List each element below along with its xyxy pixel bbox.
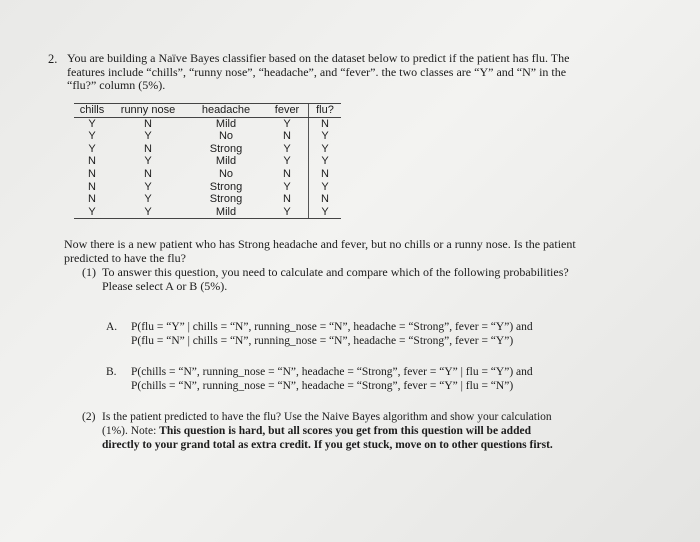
header-flu: flu? xyxy=(309,104,342,118)
cell-runny-nose: N xyxy=(144,117,152,130)
table-row xyxy=(74,117,341,130)
question-intro xyxy=(67,52,627,93)
cell-fever: Y xyxy=(266,206,309,219)
table-row xyxy=(74,206,341,219)
cell-fever: N xyxy=(283,193,291,206)
cell-headache: Mild xyxy=(186,206,266,219)
cell-flu: Y xyxy=(309,181,342,194)
cell-headache: Strong xyxy=(209,193,243,206)
cell-runny-nose: N xyxy=(144,167,152,180)
cell-runny-nose: N xyxy=(144,142,152,155)
cell-fever: Y xyxy=(283,180,291,193)
cell-chills: Y xyxy=(88,117,96,130)
option-a xyxy=(106,320,626,348)
cell-flu: Y xyxy=(309,155,342,168)
cell-fever: Y xyxy=(283,117,291,130)
cell-chills: N xyxy=(88,180,96,193)
dataset-table-wrap xyxy=(74,103,341,219)
table-row xyxy=(74,143,341,156)
header-fever: fever xyxy=(266,104,309,118)
option-b-line-1: P(chills = “N”, running_nose = “N”, headache = “Strong”, fever = “Y” | flu = “Y”) and xyxy=(131,366,533,378)
intro-line-1: You are building a Naïve Bayes classifier based on the dataset below to predict if the patient has flu. The xyxy=(67,51,570,65)
part-2-label: (2) xyxy=(82,411,96,423)
table-row xyxy=(74,130,341,143)
cell-fever: Y xyxy=(283,142,291,155)
table-row xyxy=(74,168,341,181)
part-2-note-prefix: (1%). Note: xyxy=(102,425,160,437)
cell-chills: Y xyxy=(88,142,96,155)
header-chills: chills xyxy=(74,104,110,118)
cell-flu: Y xyxy=(309,206,342,219)
question-number: 2. xyxy=(48,52,58,66)
part-2-line-1: Is the patient predicted to have the flu? Use the Naive Bayes algorithm and show your calculation xyxy=(102,411,552,423)
cell-chills: N xyxy=(88,167,96,180)
cell-runny-nose: Y xyxy=(144,193,152,206)
cell-runny-nose: Y xyxy=(144,155,152,168)
option-b-letter: B. xyxy=(106,366,117,378)
cell-fever: N xyxy=(283,167,291,180)
followup-line-1: Now there is a new patient who has Strong headache and fever, but no chills or a runny nose. Is the patient xyxy=(64,237,576,251)
header-headache: headache xyxy=(186,104,266,118)
cell-chills: Y xyxy=(74,206,110,219)
cell-runny-nose: Y xyxy=(110,206,186,219)
cell-flu: N xyxy=(309,117,342,130)
part-2-note-bold: This question is hard, but all scores you get from this question will be added xyxy=(159,425,531,437)
cell-flu: N xyxy=(309,193,342,206)
part-1-line-2: Please select A or B (5%). xyxy=(102,278,228,293)
intro-line-2: features include “chills”, “runny nose”, “headache”, and “fever”. the two classes are “Y” and “N” in the xyxy=(67,64,567,79)
cell-fever: N xyxy=(283,130,291,143)
dataset-table xyxy=(74,103,341,219)
option-a-letter: A. xyxy=(106,321,118,333)
cell-fever: Y xyxy=(283,155,291,168)
cell-headache: Strong xyxy=(209,180,243,193)
cell-chills: N xyxy=(88,155,96,168)
cell-headache: No xyxy=(218,167,234,180)
followup-line-2: predicted to have the flu? xyxy=(64,250,186,265)
cell-headache: Strong xyxy=(209,142,243,155)
header-runny-nose: runny nose xyxy=(110,104,186,118)
part-1-line-1: To answer this question, you need to calculate and compare which of the following probabilities? xyxy=(102,265,569,279)
new-patient-question xyxy=(64,238,644,265)
cell-flu: Y xyxy=(309,130,342,143)
option-a-line-2: P(flu = “N” | chills = “N”, running_nose = “N”, headache = “Strong”, fever = “Y”) xyxy=(131,335,514,347)
cell-runny-nose: Y xyxy=(144,130,152,143)
cell-headache: Mild xyxy=(215,117,237,130)
part-1-label: (1) xyxy=(82,265,96,279)
table-header-row xyxy=(74,104,341,118)
cell-chills: Y xyxy=(88,130,96,143)
part-2 xyxy=(82,410,622,452)
cell-headache: Mild xyxy=(215,155,237,168)
cell-runny-nose: Y xyxy=(144,180,152,193)
cell-headache: No xyxy=(218,130,234,143)
option-a-line-1: P(flu = “Y” | chills = “N”, running_nose = “N”, headache = “Strong”, fever = “Y”) and xyxy=(131,321,533,333)
part-2-line-2 xyxy=(82,424,622,438)
table-row xyxy=(74,193,341,206)
option-b xyxy=(106,365,626,393)
cell-flu: Y xyxy=(309,143,342,156)
part-2-note-bold-2: directly to your grand total as extra credit. If you get stuck, move on to other questions first. xyxy=(102,439,553,451)
part-2-line-3 xyxy=(82,438,622,452)
intro-line-3: “flu?” column (5%). xyxy=(67,78,166,92)
option-b-line-2: P(chills = “N”, running_nose = “N”, headache = “Strong”, fever = “Y” | flu = “N”) xyxy=(131,380,514,392)
part-1 xyxy=(82,266,642,293)
cell-chills: N xyxy=(88,193,96,206)
cell-flu: N xyxy=(309,168,342,181)
table-row xyxy=(74,181,341,194)
table-row xyxy=(74,155,341,168)
